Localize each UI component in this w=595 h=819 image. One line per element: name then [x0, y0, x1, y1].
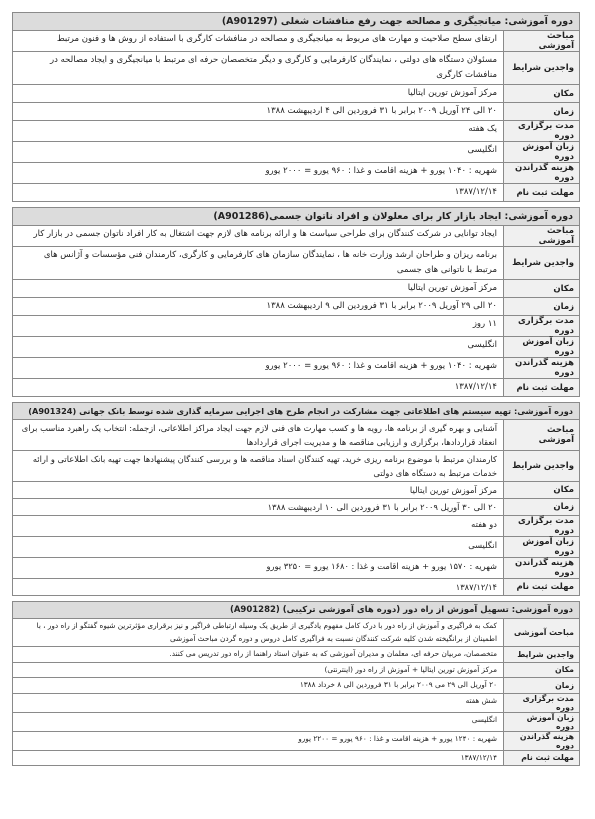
row-time	[13, 103, 579, 121]
row-eligibility	[13, 247, 579, 280]
label-fee: هزینه گذراندن دوره	[503, 358, 579, 378]
value-topics: کمک به فراگیری و آموزش از راه دور با درک کامل مفهوم یادگیری از طریق یک وسیله ارتباطی فراگیر و نیز برقراری مؤثرترین شیوه گفتگو از راه دور ، با اطمینان از برانگیخته شدن کلیه شرکت کنندگان نسبت به فراگیری کامل دروس و دوره گردن مباحث آموزشی	[36, 621, 497, 643]
value-eligibility: متخصصان، مربیان حرفه ای، معلمان و مدیران آموزشی که به عنوان استاد راهنما از راه دور تدریس می کنند.	[169, 649, 497, 658]
course-list	[12, 12, 580, 771]
row-deadline	[13, 379, 579, 396]
value-deadline: ۱۳۸۷/۱۲/۱۴	[454, 187, 497, 197]
label-eligibility: واجدین شرایط	[503, 247, 579, 279]
value-time: ۲۰ الی ۲۹ آوریل ۲۰۰۹ برابر با ۳۱ فروردین الی ۹ اردیبهشت ۱۳۸۸	[266, 301, 497, 311]
row-language	[13, 337, 579, 358]
label-eligibility: واجدین شرایط	[503, 647, 579, 662]
row-duration	[13, 121, 579, 142]
row-eligibility	[13, 52, 579, 85]
value-topics: ایجاد توانایی در شرکت کنندگان برای طراحی سیاست ها و ارائه برنامه های لازم جهت اشتغال به کار افراد ناتوان جسمی در بازار کار	[33, 229, 497, 239]
value-fee: شهریه : ۱۰۴۰ یورو + هزینه اقامت و غذا : ۹۶۰ یورو = ۲۰۰۰ یورو	[265, 166, 497, 176]
value-language: انگلیسی	[467, 145, 497, 155]
value-location: مرکز آموزش تورین ایتالیا	[409, 485, 497, 495]
value-language: انگلیسی	[468, 540, 497, 550]
row-fee	[13, 558, 579, 579]
course-title: دوره آموزشی: ایجاد بازار کار برای معلولان و افراد ناتوان جسمی(A901286)	[13, 208, 579, 226]
label-deadline: مهلت ثبت نام	[503, 751, 579, 766]
row-language	[13, 537, 579, 558]
label-fee: هزینه گذراندن دوره	[503, 732, 579, 750]
course-card	[12, 207, 580, 397]
row-deadline	[13, 579, 579, 595]
course-card	[12, 12, 580, 202]
value-time: ۲۰ الی ۳۰ آوریل ۲۰۰۹ برابر با ۳۱ فروردین الی ۱۰ اردیبهشت ۱۳۸۸	[267, 502, 497, 512]
label-location: مکان	[503, 280, 579, 297]
label-duration: مدت برگزاری دوره	[503, 121, 579, 141]
row-location	[13, 280, 579, 298]
row-location	[13, 85, 579, 103]
value-duration: ۱۱ روز	[472, 319, 497, 329]
row-time	[13, 678, 579, 694]
row-fee	[13, 163, 579, 184]
value-deadline: ۱۳۸۷/۱۲/۱۴	[454, 382, 497, 392]
row-eligibility	[13, 647, 579, 663]
label-fee: هزینه گذراندن دوره	[503, 558, 579, 578]
value-fee: شهریه : ۱۲۴۰ یورو + هزینه اقامت و غذا : ۹۶۰ یورو = ۲۲۰۰ یورو	[298, 733, 497, 743]
value-fee: شهریه : ۱۰۴۰ یورو + هزینه اقامت و غذا : ۹۶۰ یورو = ۲۰۰۰ یورو	[265, 361, 497, 371]
row-topics	[13, 226, 579, 247]
label-topics: مباحث آموزشی	[503, 420, 579, 450]
course-card	[12, 402, 580, 596]
label-fee: هزینه گذراندن دوره	[503, 163, 579, 183]
label-topics: مباحث آموزشی	[503, 31, 579, 51]
value-eligibility: برنامه ریزان و طراحان ارشد وزارت خانه ها ، نمایندگان سازمان های کارفرمایی و کارگری، کارمندان فنی مؤسسات و آژانس های مرتبط با ناتوانی های جسمی	[43, 250, 497, 275]
label-time: زمان	[503, 678, 579, 693]
value-deadline: ۱۳۸۷/۱۲/۱۴	[460, 752, 497, 762]
row-topics	[13, 31, 579, 52]
label-topics: مباحث آموزشی	[503, 619, 579, 646]
value-time: ۲۰ الی ۲۴ آوریل ۲۰۰۹ برابر با ۳۱ فروردین الی ۴ اردیبهشت ۱۳۸۸	[266, 106, 497, 116]
row-duration	[13, 316, 579, 337]
value-duration: دو هفته	[471, 519, 497, 529]
row-topics	[13, 619, 579, 647]
value-eligibility: کارمندان مرتبط با موضوع برنامه ریزی خرید، تهیه کنندگان اسناد مناقصه ها و بررسی کنندگان پیشنهادها جهت تهیه بانک اطلاعاتی و ارائه خدمات مرتبط به دستگاه های دولتی	[32, 454, 497, 478]
label-time: زمان	[503, 499, 579, 515]
course-title: دوره آموزشی: تسهیل آموزش از راه دور (دوره های آموزشی ترکیبی) (A901282)	[13, 602, 579, 619]
label-duration: مدت برگزاری دوره	[503, 316, 579, 336]
row-eligibility	[13, 451, 579, 482]
label-deadline: مهلت ثبت نام	[503, 184, 579, 201]
value-language: انگلیسی	[471, 714, 497, 724]
row-time	[13, 298, 579, 316]
label-topics: مباحث آموزشی	[503, 226, 579, 246]
value-fee: شهریه : ۱۵۷۰ یورو + هزینه اقامت و غذا : ۱۶۸۰ یورو = ۳۲۵۰ یورو	[266, 561, 497, 571]
row-deadline	[13, 184, 579, 201]
row-location	[13, 663, 579, 679]
label-eligibility: واجدین شرایط	[503, 52, 579, 84]
value-location: مرکز آموزش تورین ایتالیا + آموزش از راه دور (اینترنتی)	[324, 664, 497, 674]
label-time: زمان	[503, 103, 579, 120]
value-location: مرکز آموزش تورین ایتالیا	[407, 283, 497, 293]
course-title: دوره آموزشی: میانجیگری و مصالحه جهت رفع منافشات شغلی (A901297)	[13, 13, 579, 31]
course-card	[12, 601, 580, 766]
label-duration: مدت برگزاری دوره	[503, 516, 579, 536]
value-language: انگلیسی	[467, 340, 497, 350]
row-fee	[13, 358, 579, 379]
row-location	[13, 482, 579, 499]
value-topics: ارتقای سطح صلاحیت و مهارت های مربوط به میانجیگری و مصالحه در منافشات کارگری با استفاده از روش ها و فنون مرتبط	[56, 34, 497, 44]
row-duration	[13, 694, 579, 713]
label-language: زبان آموزش دوره	[503, 713, 579, 731]
value-duration: شش هفته	[465, 695, 497, 705]
row-language	[13, 713, 579, 732]
course-title: دوره آموزشی: تهیه سیستم های اطلاعاتی جهت مشارکت در انجام طرح های اجرایی سرمایه گذاری شده توسط بانک جهانی (A901324)	[13, 403, 579, 420]
label-time: زمان	[503, 298, 579, 315]
value-deadline: ۱۳۸۷/۱۲/۱۴	[455, 582, 497, 592]
label-language: زبان آموزش دوره	[503, 537, 579, 557]
value-location: مرکز آموزش تورین ایتالیا	[407, 88, 497, 98]
row-topics	[13, 420, 579, 451]
row-deadline	[13, 751, 579, 766]
value-time: ۲۰ آوریل الی ۲۹ می ۲۰۰۹ برابر با ۳۱ فروردین الی ۸ خرداد ۱۳۸۸	[299, 680, 497, 689]
label-language: زبان آموزش دوره	[503, 142, 579, 162]
label-location: مکان	[503, 663, 579, 678]
label-deadline: مهلت ثبت نام	[503, 579, 579, 595]
value-eligibility: مسئولان دستگاه های دولتی ، نمایندگان کارفرمایی و کارگری و دیگر متخصصان حرفه ای مرتبط با میانجیگری و ایجاد مصالحه در منافشات کارگری	[50, 55, 497, 80]
label-location: مکان	[503, 482, 579, 498]
value-topics: آشنایی و بهره گیری از برنامه ها، رویه ها و کسب مهارت های فنی لازم جهت ایجاد مراکز اطلاعاتی، ازجمله: انتخاب یک راهبرد مناسب برای انعقاد قراردادها، برگزاری و ارزیابی مناقصه ها و مدیریت اجرای قراردادها	[21, 423, 497, 447]
row-language	[13, 142, 579, 163]
label-location: مکان	[503, 85, 579, 102]
row-fee	[13, 732, 579, 751]
value-duration: یک هفته	[468, 124, 497, 134]
label-deadline: مهلت ثبت نام	[503, 379, 579, 396]
label-eligibility: واجدین شرایط	[503, 451, 579, 481]
row-duration	[13, 516, 579, 537]
row-time	[13, 499, 579, 516]
label-duration: مدت برگزاری دوره	[503, 694, 579, 712]
label-language: زبان آموزش دوره	[503, 337, 579, 357]
